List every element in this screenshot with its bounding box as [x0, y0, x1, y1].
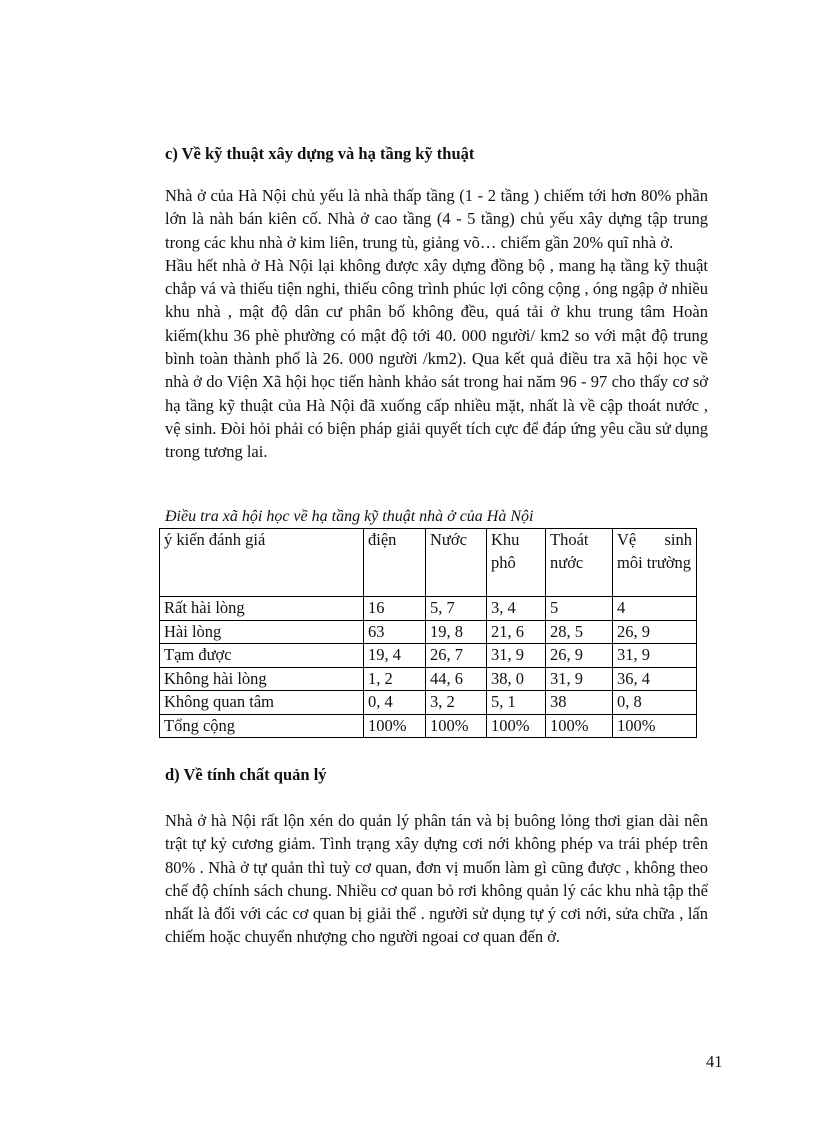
table-cell: 63 — [364, 620, 426, 644]
header-cell-electricity: điện — [364, 529, 426, 597]
table-cell: 19, 8 — [426, 620, 487, 644]
table-cell: 26, 9 — [546, 644, 613, 668]
table-row-label: Tạm được — [160, 644, 364, 668]
table-cell: 0, 4 — [364, 691, 426, 715]
survey-table — [159, 528, 697, 738]
table-cell: 100% — [364, 714, 426, 738]
header-cell-opinion: ý kiến đánh giá — [160, 529, 364, 597]
table-cell: 31, 9 — [613, 644, 697, 668]
paragraph-infrastructure: Hầu hết nhà ở Hà Nội lại không được xây dựng đồng bộ , mang hạ tầng kỹ thuật chắp vá và thiếu tiện nghi, thiếu công trình phúc lợi công cộng , óng ngập ở nhiều khu nhà , mật độ dân cư phân bố không đều, quá tải ở khu trung tâm Hoàn kiếm(khu 36 phè phường có mật độ tới 40. 000 người/ km2 so với mật độ trung bình toàn thành phố là 26. 000 người /km2). Qua kết quả điều tra xã hội học về nhà ở do Viện Xã hội học tiến hành khảo sát trong hai năm 96 - 97 cho thấy cơ sở hạ tầng kỹ thuật của Hà Nội đã xuống cấp nhiều mặt, nhất là về cập thoát nước , vệ sinh. Đòi hỏi phải có biện pháp giải quyết tích cực để đáp ứng yêu cầu sử dụng trong tương lai. — [165, 255, 708, 462]
table-row — [160, 714, 697, 738]
table-cell: 38 — [546, 691, 613, 715]
table-cell: 44, 6 — [426, 667, 487, 691]
table-cell: 31, 9 — [546, 667, 613, 691]
table-row — [160, 667, 697, 691]
table-cell: 100% — [546, 714, 613, 738]
table-cell: 1, 2 — [364, 667, 426, 691]
header-cell-sanitation: Vệ sinh môi trường — [613, 529, 697, 597]
table-cell: 100% — [613, 714, 697, 738]
table-cell: 38, 0 — [487, 667, 546, 691]
table-row — [160, 644, 697, 668]
table-row — [160, 620, 697, 644]
section-c-heading: c) Về kỹ thuật xây dựng và hạ tầng kỹ thuật — [165, 144, 475, 163]
table-row-label: Tổng cộng — [160, 714, 364, 738]
table-cell: 26, 9 — [613, 620, 697, 644]
table-cell: 21, 6 — [487, 620, 546, 644]
paragraph-housing-overview: Nhà ở của Hà Nội chủ yếu là nhà thấp tầng (1 - 2 tầng ) chiếm tới hơn 80% phần lớn là nàh bán kiên cố. Nhà ở cao tầng (4 - 5 tầng) chủ yếu xây dựng tập trung trong các khu nhà ở kim liên, trung tù, giảng võ… chiếm gần 20% quĩ nhà ở. — [165, 186, 708, 252]
table-cell: 19, 4 — [364, 644, 426, 668]
table-cell: 5, 1 — [487, 691, 546, 715]
table-cell: 3, 4 — [487, 597, 546, 621]
table-row — [160, 597, 697, 621]
section-d-heading: d) Về tính chất quản lý — [165, 765, 327, 784]
table-cell: 5, 7 — [426, 597, 487, 621]
table-cell: 100% — [426, 714, 487, 738]
table-cell: 28, 5 — [546, 620, 613, 644]
table-cell: 5 — [546, 597, 613, 621]
table-cell: 16 — [364, 597, 426, 621]
table-cell: 4 — [613, 597, 697, 621]
table-header-row — [160, 529, 697, 597]
table-row-label: Rất hài lòng — [160, 597, 364, 621]
header-cell-water: Nước — [426, 529, 487, 597]
table-row — [160, 691, 697, 715]
table-cell: 3, 2 — [426, 691, 487, 715]
header-cell-drainage: Thoát nước — [546, 529, 613, 597]
table-cell: 0, 8 — [613, 691, 697, 715]
section-c-body — [165, 184, 708, 464]
page-number: 41 — [706, 1052, 723, 1071]
table-row-label: Không hài lòng — [160, 667, 364, 691]
header-cell-neighborhood: Khu phô — [487, 529, 546, 597]
section-d-body: Nhà ở hà Nội rất lộn xén do quản lý phân tán và bị buông lỏng thơi gian dài nên trật tự kỷ cương giảm. Tình trạng xây dựng cơi nới không phép va trái phép trên 80% . Nhà ở tự quản thì tuỳ cơ quan, đơn vị muốn làm gì cũng được , không theo chế độ chính sách chung. Nhiều cơ quan bỏ rơi không quản lý các khu nhà tập thể nhất là đối với các cơ quan bị giải thể . người sử dụng tự ý cơi nới, sửa chữa , lấn chiếm hoặc chuyển nhượng cho người ngoai cơ quan đến ở. — [165, 811, 708, 947]
table-caption: Điều tra xã hội học về hạ tầng kỹ thuật nhà ở của Hà Nội — [165, 508, 534, 525]
table-row-label: Hài lòng — [160, 620, 364, 644]
table-row-label: Không quan tâm — [160, 691, 364, 715]
table-cell: 31, 9 — [487, 644, 546, 668]
table-cell: 26, 7 — [426, 644, 487, 668]
table-cell: 100% — [487, 714, 546, 738]
table-cell: 36, 4 — [613, 667, 697, 691]
